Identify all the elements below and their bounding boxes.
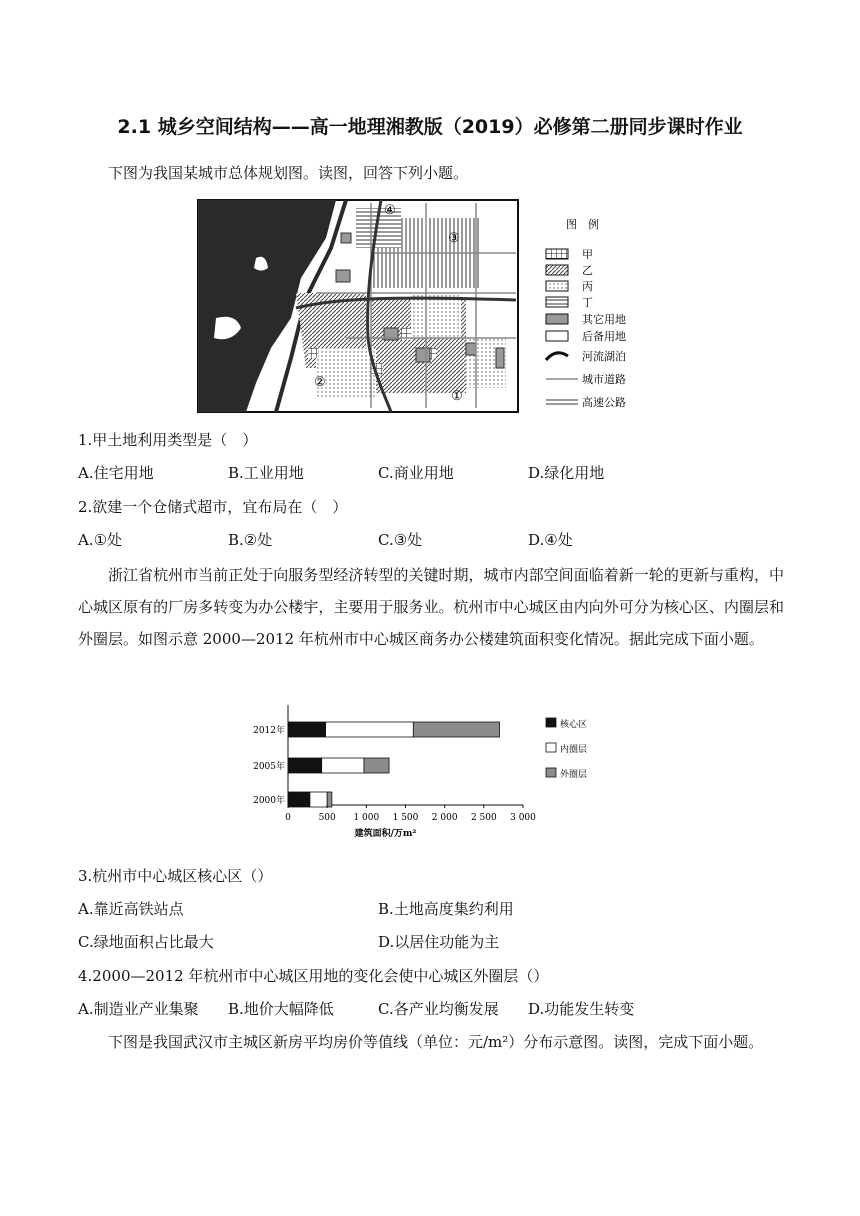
- q1-option-a[interactable]: A.住宅用地: [78, 464, 154, 482]
- q2-option-a[interactable]: A.①处: [78, 531, 123, 549]
- q2-option-c[interactable]: C.③处: [378, 531, 423, 549]
- marker-1: ①: [451, 389, 463, 404]
- marker-2: ②: [314, 375, 326, 390]
- legend-label-0: 核心区: [560, 720, 588, 730]
- category-label-1: 2005年: [253, 762, 285, 772]
- category-label-0: 2012年: [253, 726, 285, 736]
- q2-stem: 2.欲建一个仓储式超市，宜布局在（ ）: [78, 498, 348, 516]
- legend-jia: 甲: [582, 248, 593, 261]
- q1-option-b[interactable]: B.工业用地: [228, 464, 304, 482]
- q3-option-c[interactable]: C.绿地面积占比最大: [78, 933, 214, 951]
- intro-text-3: 下图是我国武汉市主城区新房平均房价等值线（单位：元/m²）分布示意图。读图，完成下面小题。: [108, 1033, 764, 1051]
- city-plan-map: [196, 198, 646, 416]
- bar-内圈层-1: [322, 758, 364, 773]
- intro-text-1: 下图为我国某城市总体规划图。读图，回答下列小题。: [108, 164, 469, 182]
- q3-stem: 3.杭州市中心城区核心区（）: [78, 867, 273, 885]
- map-legend: [546, 217, 626, 409]
- q2-options: [78, 530, 778, 550]
- legend-label-2: 外圈层: [560, 770, 588, 780]
- page-title: 2.1 城乡空间结构——高一地理湘教版（2019）必修第二册同步课时作业: [117, 116, 743, 138]
- q3-option-b[interactable]: B.土地高度集约利用: [378, 900, 514, 918]
- x-tick-label-1: 500: [318, 813, 336, 823]
- marker-4: ④: [384, 203, 396, 218]
- q2-option-b[interactable]: B.②处: [228, 531, 273, 549]
- q4-option-d[interactable]: D.功能发生转变: [528, 1000, 635, 1018]
- q1-option-d[interactable]: D.绿化用地: [528, 464, 605, 482]
- office-area-chart: [240, 700, 588, 850]
- category-label-2: 2000年: [253, 796, 285, 806]
- bar-核心区-2: [288, 792, 310, 807]
- legend-title: 图 例: [566, 218, 599, 231]
- bar-核心区-0: [288, 722, 326, 737]
- q1-stem: 1.甲土地利用类型是（ ）: [78, 431, 258, 449]
- x-tick-label-3: 1 500: [392, 813, 419, 823]
- q4-stem: 4.2000—2012 年杭州市中心城区用地的变化会使中心城区外圈层（）: [78, 967, 549, 985]
- legend-yi: 乙: [582, 264, 593, 277]
- bar-核心区-1: [288, 758, 322, 773]
- legend-bing: 丙: [582, 280, 593, 293]
- q3-option-a[interactable]: A.靠近高铁站点: [78, 900, 184, 918]
- marker-3: ③: [448, 231, 460, 246]
- x-tick-label-5: 2 500: [470, 813, 497, 823]
- legend-other-land: 其它用地: [582, 313, 626, 326]
- legend-label-1: 内圈层: [560, 745, 588, 755]
- x-tick-label-0: 0: [285, 813, 291, 823]
- legend-swatch-0: [546, 718, 556, 727]
- legend-river: 河流湖泊: [582, 350, 626, 363]
- map-frame: [198, 200, 518, 412]
- legend-city-road: 城市道路: [582, 373, 626, 386]
- legend-swatch-2: [546, 768, 556, 777]
- q4-options: [78, 999, 778, 1019]
- legend-ding: 丁: [582, 296, 593, 309]
- x-tick-label-4: 2 000: [431, 813, 458, 823]
- bar-外圈层-1: [364, 758, 389, 773]
- x-tick-label-2: 1 000: [353, 813, 380, 823]
- q3-option-d[interactable]: D.以居住功能为主: [378, 933, 500, 951]
- q2-option-d[interactable]: D.④处: [528, 531, 573, 549]
- legend-reserve-land: 后备用地: [582, 330, 626, 343]
- q4-option-b[interactable]: B.地价大幅降低: [228, 1000, 334, 1018]
- x-tick-label-6: 3 000: [510, 813, 536, 823]
- intro-text-2: 浙江省杭州市当前正处于向服务型经济转型的关键时期，城市内部空间面临着新一轮的更新与重构，中心城区原有的厂房多转变为办公楼宇，主要用于服务业。杭州市中心城区由内向外可分为核心区、内圈层和外圈层。如图示意 2000—2012 年杭州市中心城区商务办公楼建筑面积变化情况。据此完成下面小题。: [78, 566, 784, 648]
- bar-内圈层-2: [310, 792, 327, 807]
- x-axis-title: 建筑面积/万m²: [354, 829, 417, 839]
- q4-option-c[interactable]: C.各产业均衡发展: [378, 1000, 499, 1018]
- legend-highway: 高速公路: [582, 396, 626, 409]
- q3-options-row1: [78, 899, 778, 919]
- q1-options: [78, 463, 778, 483]
- q4-option-a[interactable]: A.制造业产业集聚: [78, 1000, 199, 1018]
- bar-外圈层-2: [327, 792, 332, 807]
- legend-swatch-1: [546, 743, 556, 752]
- q1-option-c[interactable]: C.商业用地: [378, 464, 454, 482]
- bar-外圈层-0: [413, 722, 499, 737]
- bar-内圈层-0: [326, 722, 414, 737]
- q3-options-row2: [78, 932, 778, 952]
